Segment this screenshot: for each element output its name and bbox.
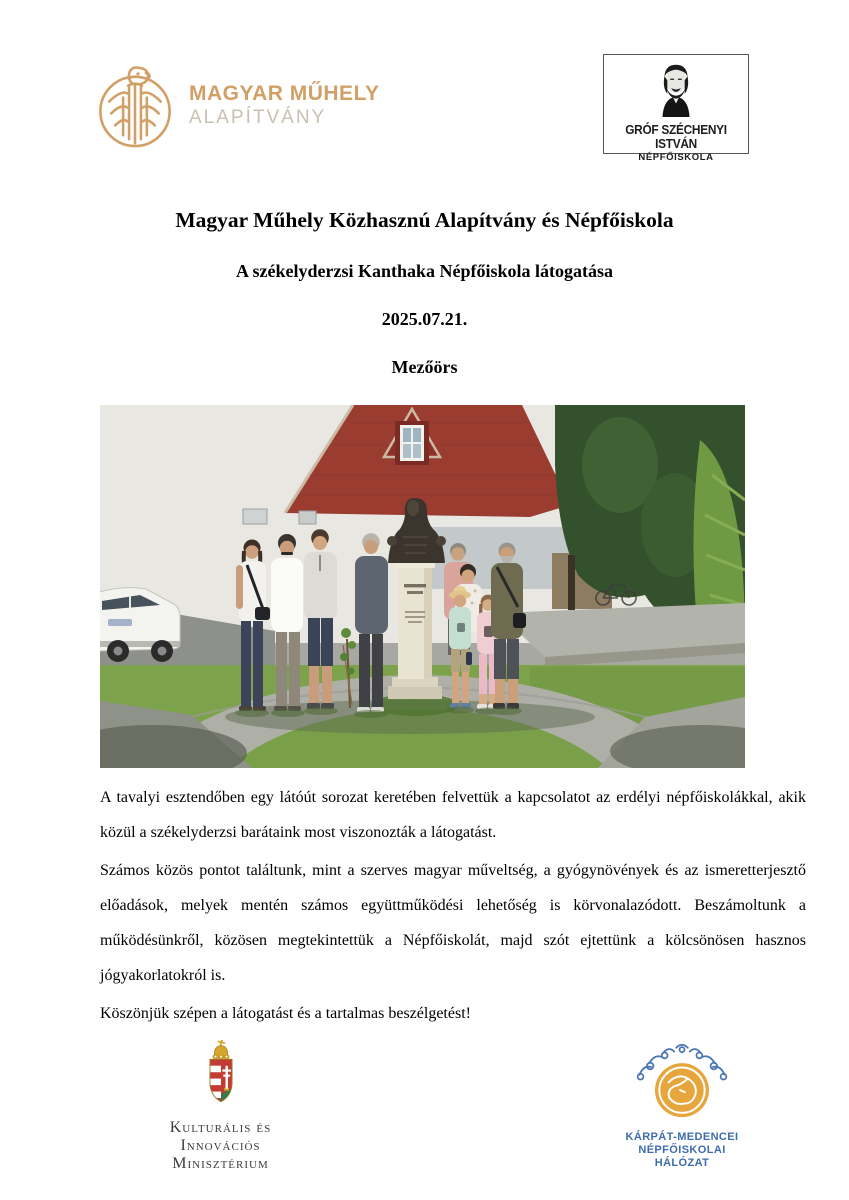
magyar-muhely-bird-icon xyxy=(95,58,175,153)
group-photo-illustration xyxy=(100,405,745,768)
paragraph-3: Köszönjük szépen a látogatást és a tartalmas beszélgetést! xyxy=(100,1005,471,1022)
szechenyi-portrait-icon xyxy=(647,59,705,117)
report-body xyxy=(100,780,806,1034)
ministry-logo-line2: Minisztérium xyxy=(172,1155,269,1172)
network-logo-line1: KÁRPÁT-MEDENCEI xyxy=(625,1131,739,1143)
paragraph-2: Számos közös pontot találtunk, mint a szerves magyar műveltség, a gyógynövények és az ismeretterjesztő előadások, melyek mentén számos együttműködési lehetőség is körvonalazódott. Beszámoltunk a működésünkről, közösen megtekintettük a Népfőiskolát, majd szót ejtettünk a kölcsönösen hasznos jógyakorlatokról is. xyxy=(100,862,806,984)
page-subtitle: A székelyderzsi Kanthaka Népfőiskola látogatása xyxy=(235,261,613,281)
szechenyi-logo-line2: NÉPFŐISKOLA xyxy=(638,152,714,163)
szechenyi-nepfoiskola-logo xyxy=(603,54,749,163)
magyar-muhely-logo-line1: MAGYAR MŰHELY xyxy=(189,82,380,105)
karpat-medencei-network-icon xyxy=(624,1040,740,1122)
page-title: Magyar Műhely Közhasznú Alapítvány és Népfőiskola xyxy=(175,208,674,232)
hungarian-coat-of-arms-icon xyxy=(193,1040,249,1110)
group-photo xyxy=(100,405,745,768)
szechenyi-logo-line1: GRÓF SZÉCHENYI ISTVÁN xyxy=(625,123,727,151)
event-location: Mezőörs xyxy=(391,357,458,377)
network-logo-line2: NÉPFŐISKOLAI HÁLÓZAT xyxy=(638,1144,726,1169)
title-block xyxy=(0,208,849,378)
nepfoiskolai-halozat-logo xyxy=(616,1040,748,1170)
ministry-logo-line1: Kulturális és Innovációs xyxy=(169,1119,272,1154)
magyar-muhely-logo-line2: ALAPÍTVÁNY xyxy=(189,107,327,129)
magyar-muhely-logo xyxy=(95,58,395,153)
event-date: 2025.07.21. xyxy=(381,309,468,329)
ministry-logo xyxy=(128,1040,313,1173)
paragraph-1: A tavalyi esztendőben egy látóút sorozat keretében felvettük a kapcsolatot az erdélyi népfőiskolákkal, akik közül a székelyderzsi barátaink most viszonozták a látogatást. xyxy=(100,789,806,841)
